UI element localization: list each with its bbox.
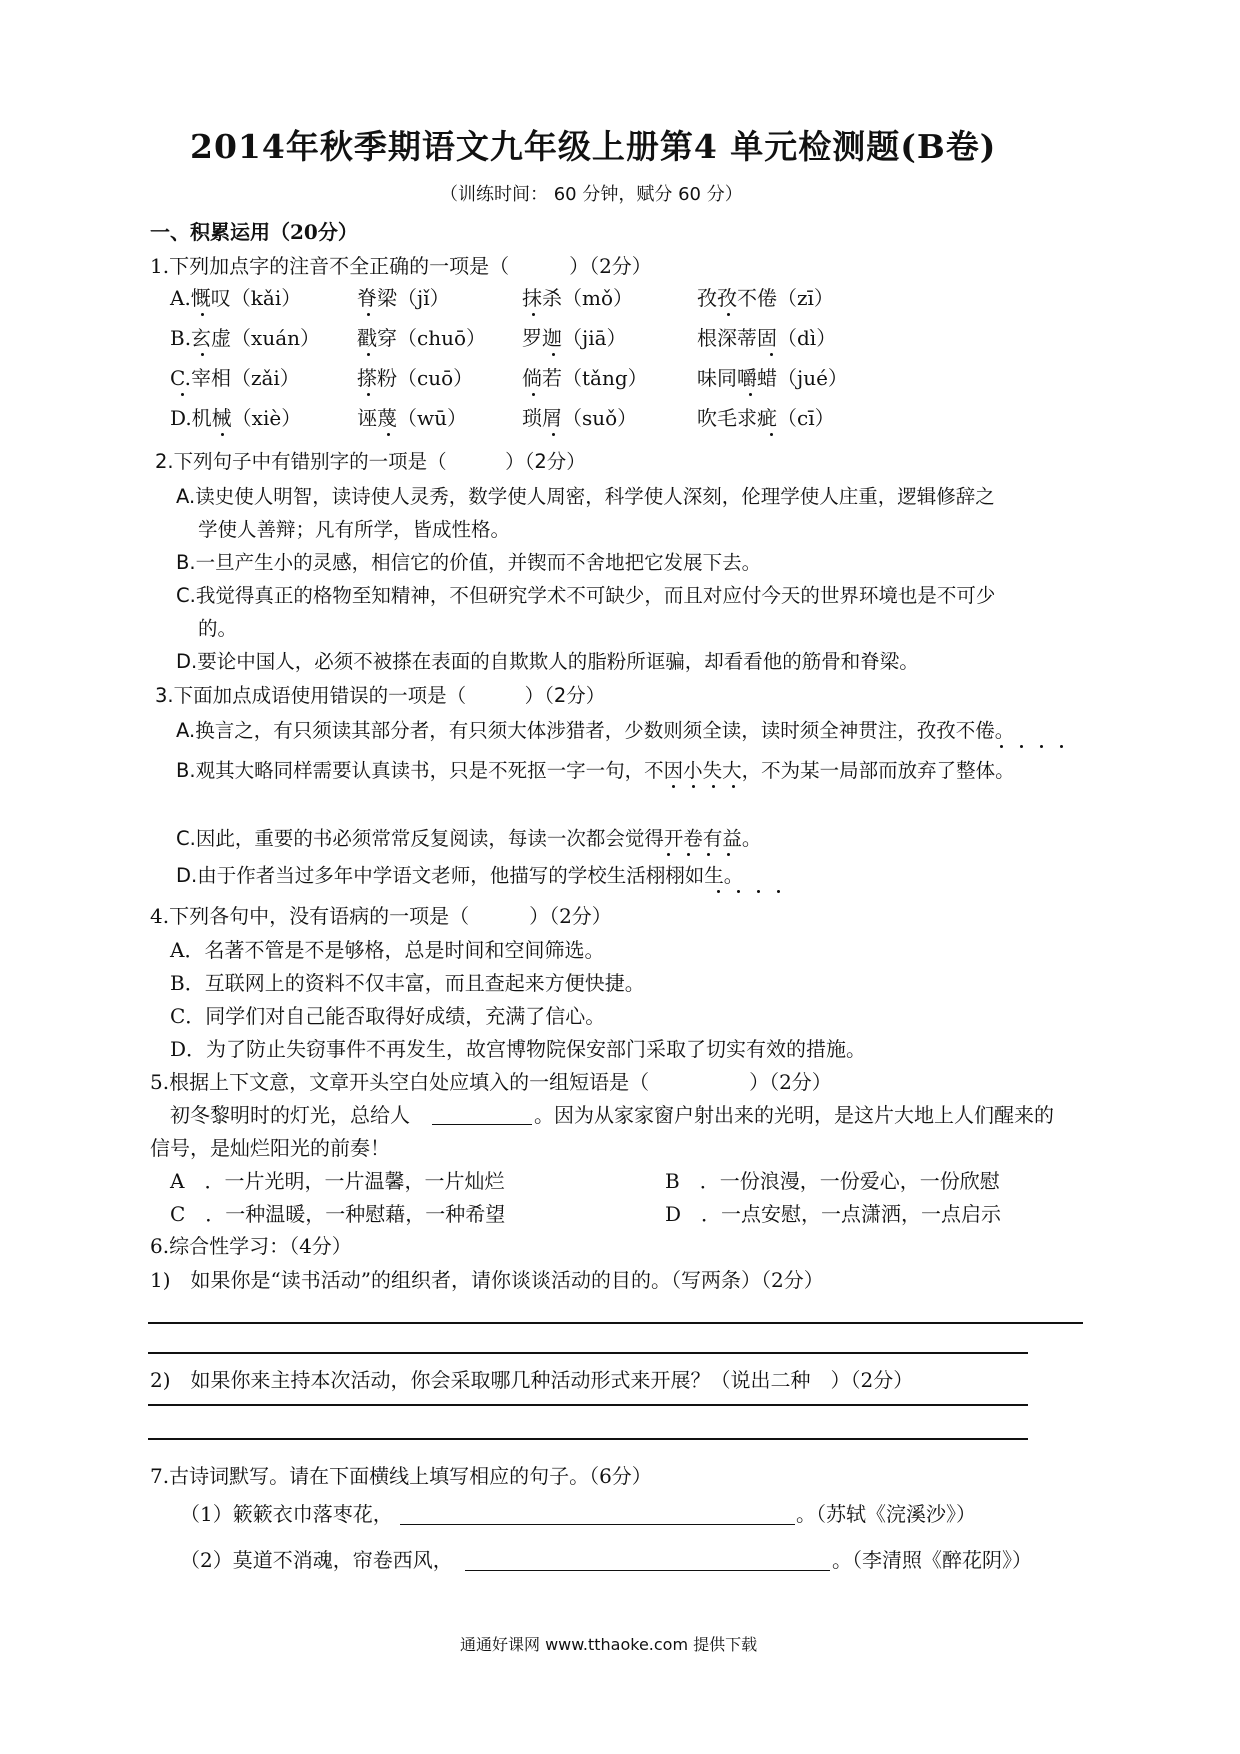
q5-option-b: B ．一份浪漫，一份爱心，一份欣慰 [665, 1169, 1000, 1193]
q1-option-d: D.机械（xiè） [170, 406, 302, 430]
q7-line2-prompt: （2）莫道不消魂，帘卷西风， [180, 1548, 453, 1572]
q4-option-a: A．名著不管是不是够格，总是时间和空间筛选。 [170, 938, 605, 962]
q1-option-a-word2: 脊梁（jǐ） [357, 286, 450, 310]
q5-passage-end: 。因为从家家窗户射出来的光明，是这片大地上人们醒来的 [534, 1103, 1054, 1127]
page-title: 2014年秋季期语文九年级上册第4 单元检测题(B卷) [190, 127, 997, 166]
emphasis-dot [749, 393, 752, 396]
q5-option-a: A ．一片光明，一片温馨，一片灿烂 [170, 1169, 505, 1193]
emphasis-dot [757, 890, 760, 893]
q1-option-d-word3: 琐屑（suǒ） [522, 406, 638, 430]
q7-answer-blank-1[interactable] [400, 1524, 795, 1525]
q1-option-d-word4: 吹毛求疵（cī） [697, 406, 835, 430]
q6-answer-line-4[interactable] [148, 1438, 1028, 1440]
q1-option-a-word4: 孜孜不倦（zī） [697, 286, 834, 310]
section-heading: 一、积累运用（20分） [150, 220, 358, 244]
q6-answer-line-1[interactable] [148, 1322, 1083, 1324]
q6-answer-line-3[interactable] [148, 1404, 1028, 1406]
emphasis-dot [1000, 745, 1003, 748]
q2-option-c: C.我觉得真正的格物至知精神，不但研究学术不可缺少，而且对应付今天的世界环境也是不可少 [176, 584, 996, 607]
q6-answer-line-2[interactable] [148, 1352, 1028, 1354]
emphasis-dot [532, 313, 535, 316]
q2-option-d: D.要论中国人，必须不被搽在表面的自欺欺人的脂粉所诓骗，却看看他的筋骨和脊梁。 [176, 650, 919, 673]
emphasis-dot [552, 353, 555, 356]
emphasis-dot [732, 785, 735, 788]
q3-option-d: D.由于作者当过多年中学语文老师，他描写的学校生活栩栩如生。 [176, 864, 744, 887]
q1-option-b-word3: 罗迦（jiā） [522, 326, 627, 350]
emphasis-dot [367, 353, 370, 356]
q7-stem: 7.古诗词默写。请在下面横线上填写相应的句子。（6分） [150, 1464, 652, 1488]
emphasis-dot [1040, 745, 1043, 748]
q7-answer-blank-2[interactable] [465, 1570, 830, 1571]
emphasis-dot [707, 853, 710, 856]
q4-option-b: B．互联网上的资料不仅丰富，而且查起来方便快捷。 [170, 971, 645, 995]
emphasis-dot [717, 890, 720, 893]
q5-passage-start: 初冬黎明时的灯光，总给人 [170, 1103, 410, 1127]
q3-option-a: A.换言之，有只须读其部分者，有只须大体涉猎者，少数则须全读，读时须全神贯注，孜孜不倦。 [176, 719, 1015, 742]
emphasis-dot [692, 785, 695, 788]
q6-sub2: 2) 如果你来主持本次活动，你会采取哪几种活动形式来开展？（说出二种 ）（2分） [150, 1368, 914, 1392]
q4-stem: 4.下列各句中，没有语病的一项是（ ）（2分） [150, 904, 612, 928]
emphasis-dot [1060, 745, 1063, 748]
emphasis-dot [221, 433, 224, 436]
q4-option-d: D．为了防止失窃事件不再发生，故宫博物院保安部门采取了切实有效的措施。 [170, 1037, 867, 1061]
page-footer: 通通好课网 www.tthaoke.com 提供下载 [460, 1635, 758, 1654]
q2-option-a-cont: 学使人善辩；凡有所学，皆成性格。 [198, 518, 511, 541]
q3-stem: 3.下面加点成语使用错误的一项是（ ）（2分） [155, 684, 606, 707]
q7-line1-source: 。（苏轼《浣溪沙》） [796, 1502, 976, 1526]
emphasis-dot [1020, 745, 1023, 748]
q1-option-c-word3: 倘若（tǎng） [522, 366, 648, 390]
q3-option-c: C.因此，重要的书必须常常反复阅读，每读一次都会觉得开卷有益。 [176, 827, 762, 850]
q5-option-d: D ．一点安慰，一点潇洒，一点启示 [665, 1202, 1002, 1226]
emphasis-dot [201, 313, 204, 316]
q2-option-a: A.读史使人明智，读诗使人灵秀，数学使人周密，科学使人深刻，伦理学使人庄重，逻辑修辞之 [176, 485, 995, 508]
q1-option-d-word2: 诬蔑（wū） [357, 406, 467, 430]
page-subtitle: （训练时间： 60 分钟，赋分 60 分） [440, 184, 743, 205]
q1-stem: 1.下列加点字的注音不全正确的一项是（ ）（2分） [150, 254, 652, 278]
emphasis-dot [770, 353, 773, 356]
q5-answer-blank[interactable] [432, 1124, 532, 1125]
q5-stem: 5.根据上下文意，文章开头空白处应填入的一组短语是（ ）（2分） [150, 1070, 832, 1094]
emphasis-dot [777, 890, 780, 893]
q1-option-a: A.慨叹（kǎi） [170, 286, 302, 310]
emphasis-dot [387, 433, 390, 436]
q1-option-c-word2: 搽粉（cuō） [357, 366, 474, 390]
emphasis-dot [712, 785, 715, 788]
emphasis-dot [770, 433, 773, 436]
emphasis-dot [367, 393, 370, 396]
emphasis-dot [552, 433, 555, 436]
q3-option-b: B.观其大略同样需要认真读书，只是不死抠一字一句，不因小失大，不为某一局部而放弃了整体。 [176, 759, 1015, 782]
q6-stem: 6.综合性学习：（4分） [150, 1234, 352, 1258]
q7-line2-source: 。（李清照《醉花阴》） [832, 1548, 1032, 1572]
q1-option-b: B.玄虚（xuán） [170, 326, 321, 350]
emphasis-dot [367, 313, 370, 316]
q4-option-c: C．同学们对自己能否取得好成绩，充满了信心。 [170, 1004, 606, 1028]
q5-option-c: C ．一种温暖，一种慰藉，一种希望 [170, 1202, 506, 1226]
emphasis-dot [672, 785, 675, 788]
q5-passage-line2: 信号，是灿烂阳光的前奏！ [150, 1136, 390, 1160]
emphasis-dot [201, 353, 204, 356]
emphasis-dot [181, 393, 184, 396]
q1-option-b-word2: 戳穿（chuō） [357, 326, 487, 350]
q1-option-c: C.宰相（zǎi） [170, 366, 300, 390]
q2-stem: 2.下列句子中有错别字的一项是（ ）（2分） [155, 450, 586, 473]
q7-line1-prompt: （1）簌簌衣巾落枣花， [180, 1502, 393, 1526]
emphasis-dot [727, 853, 730, 856]
emphasis-dot [727, 313, 730, 316]
q1-option-b-word4: 根深蒂固（dì） [697, 326, 837, 350]
emphasis-dot [687, 853, 690, 856]
emphasis-dot [532, 393, 535, 396]
emphasis-dot [667, 853, 670, 856]
q6-sub1: 1) 如果你是“读书活动”的组织者，请你谈谈活动的目的。（写两条）（2分） [150, 1268, 824, 1292]
q2-option-c-cont: 的。 [198, 617, 238, 640]
emphasis-dot [737, 890, 740, 893]
q2-option-b: B.一旦产生小的灵感，相信它的价值，并锲而不舍地把它发展下去。 [176, 551, 762, 574]
q1-option-a-word3: 抹杀（mǒ） [522, 286, 634, 310]
q1-option-c-word4: 味同嚼蜡（jué） [697, 366, 848, 390]
